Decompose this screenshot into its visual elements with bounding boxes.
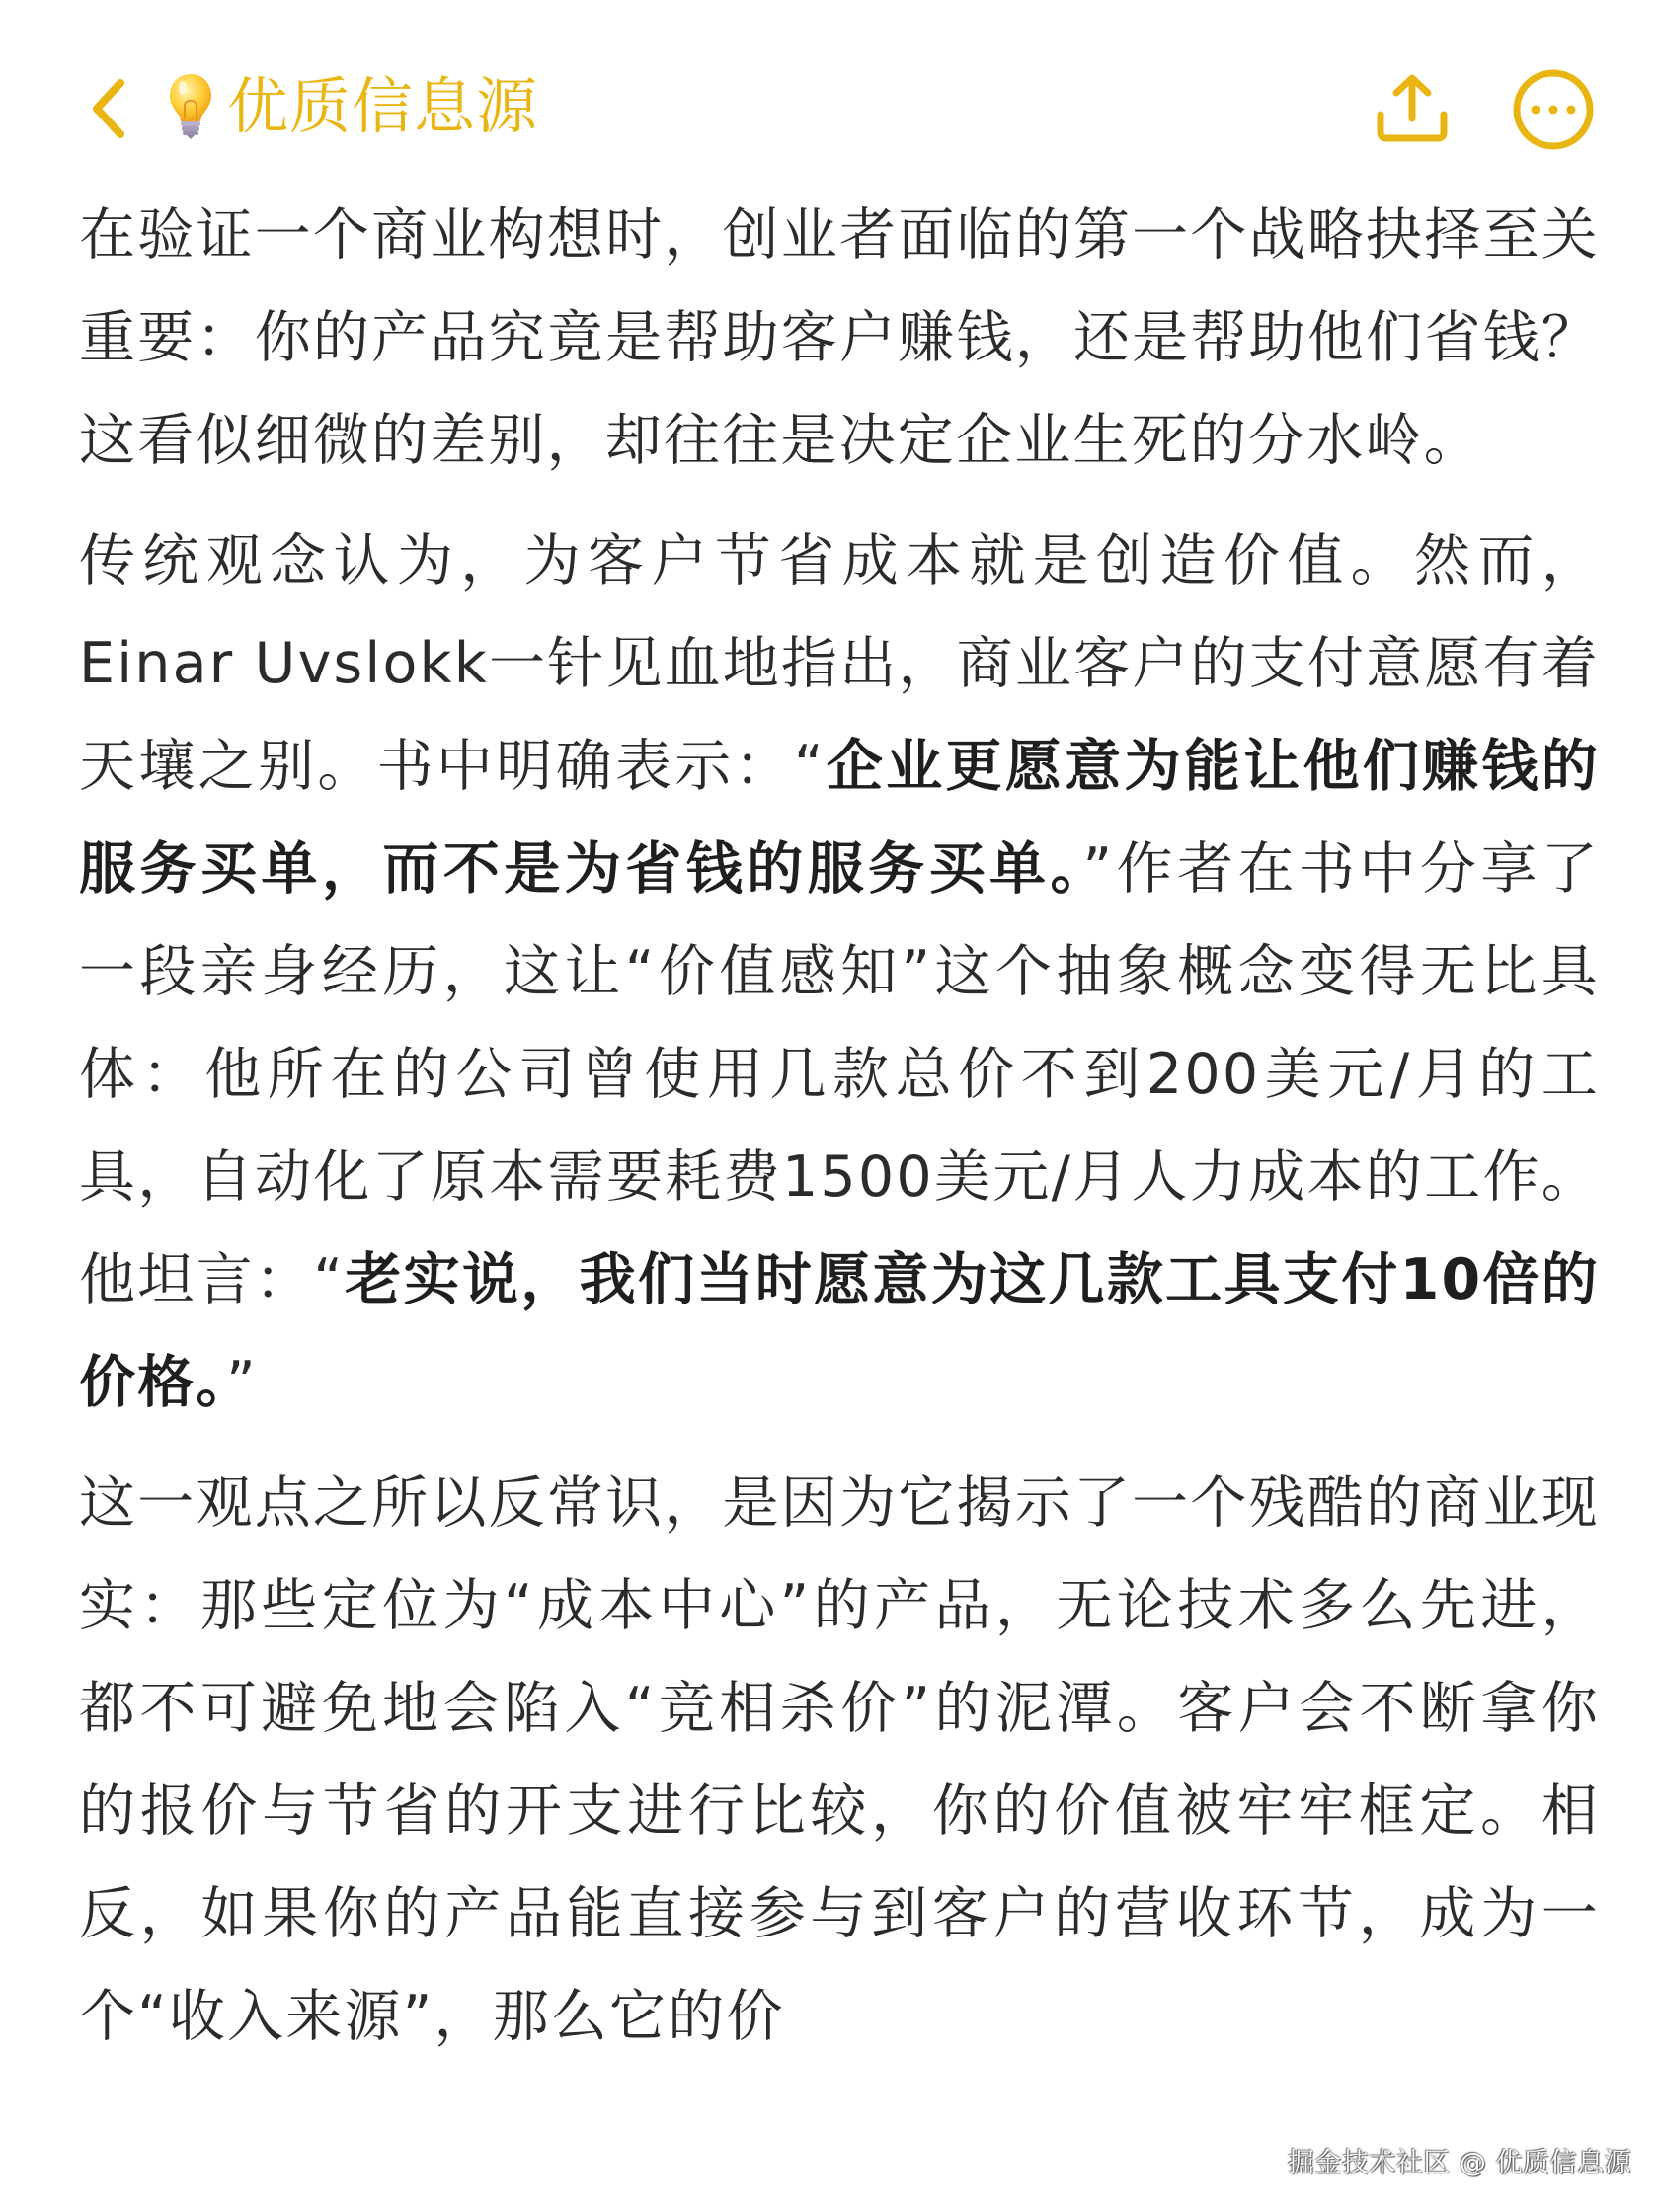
more-circle-icon [1511, 67, 1596, 152]
text-segment: ”作者在书中分享了一段亲身经历，这让“价值感知”这个抽象概念变得无比具体：他所在的公司曾使用几款总价不到200美元/月的工具，自动化了原本需要耗费1500美元/月人力成本的工作。他坦言：“ [79, 836, 1600, 1312]
share-button[interactable] [1373, 69, 1452, 148]
text-segment: 这一观点之所以反常识，是因为它揭示了一个残酷的商业现实：那些定位为“成本中心”的产品，无论技术多么先进，都不可避免地会陷入“竞相杀价”的泥潭。客户会不断拿你的报价与节省的开支进行比较，你的价值被牢牢框定。相反，如果你的产品能直接参与到客户的营收环节，成为一个“收入来源”，那么它的价 [79, 1470, 1600, 2049]
light-bulb-icon [168, 72, 213, 141]
article-body [79, 184, 1600, 2086]
more-options-button[interactable] [1511, 67, 1596, 152]
bold-quote: 企业更愿意为能让他们赚钱的服务买单，而不是为省钱的服务买单。 [79, 734, 1600, 902]
chevron-left-icon [89, 77, 128, 140]
text-segment: 在验证一个商业构想时，创业者面临的第一个战略抉择至关重要：你的产品究竟是帮助客户赚钱，还是帮助他们省钱？这看似细微的差别，却往往是决定企业生死的分水岭。 [79, 202, 1600, 473]
page-title-group [168, 67, 538, 146]
bold-quote: 老实说，我们当时愿意为这几款工具支付10倍的价格。 [79, 1247, 1600, 1415]
back-button[interactable] [79, 69, 138, 148]
share-upload-icon [1373, 69, 1452, 148]
text-segment: ” [226, 1350, 258, 1415]
watermark: 掘金技术社区 @ 优质信息源 [1287, 2148, 1631, 2178]
paragraph [79, 1452, 1600, 2068]
paragraph [79, 510, 1600, 1434]
top-navigation-bar [0, 0, 1659, 198]
paragraph [79, 184, 1600, 492]
page-title: 优质信息源 [227, 70, 539, 142]
text-segment: 传统观念认为，为客户节省成本就是创造价值。然而，Einar Uvslokk一针见血地指出，商业客户的支付意愿有着天壤之别。书中明确表示：“ [79, 528, 1600, 799]
